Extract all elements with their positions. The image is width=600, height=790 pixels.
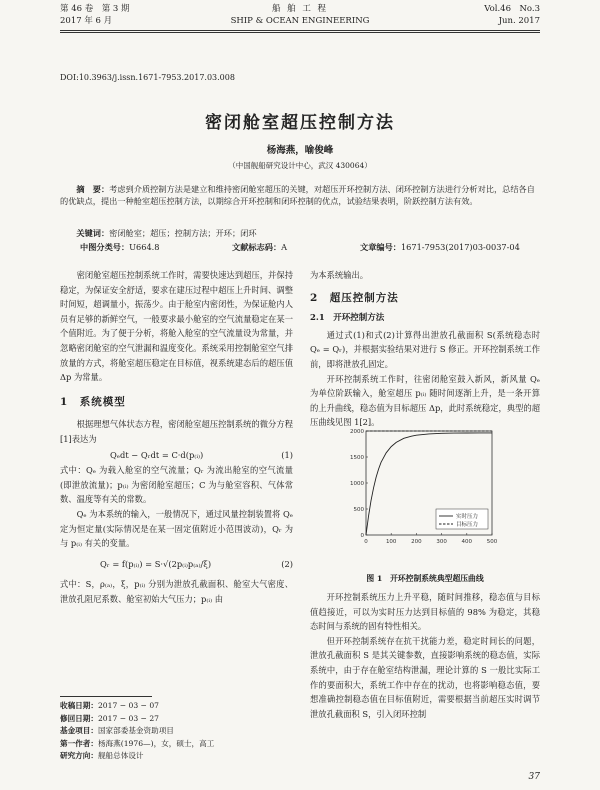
journal-name: 船 舶 工 程 (271, 4, 329, 14)
y-tick-label: 500 (353, 507, 364, 513)
footnote-item (60, 738, 293, 751)
right-column-bottom (310, 590, 540, 721)
clc-label: 中图分类号： (80, 242, 130, 252)
keywords-label: 关键词： (76, 228, 110, 238)
page-number: 37 (528, 772, 540, 782)
footnote-item (60, 725, 293, 738)
footnote-label: 修回日期： (60, 713, 98, 723)
right-column-top (310, 268, 540, 430)
footnote-item (60, 700, 293, 713)
equation-1 (60, 448, 293, 463)
abstract-label: 摘 要： (76, 184, 110, 194)
clc-value: U664.8 (129, 242, 160, 252)
journal-volume-issue: 第 46 卷 第 3 期 (60, 4, 130, 14)
equation-1-number: (1) (281, 449, 293, 460)
header-rule-2 (60, 32, 540, 33)
article-label: 文章编号： (360, 242, 401, 252)
open-loop-paragraph-2: 开环控制系统工作时，往密闭舱室鼓入新风，新风量 Qₑ 为单位阶跃输入，舱室超压 p₍ᵢ₎ 随时间逐渐上升，是一条开算的上升曲线，稳态值为目标超压 Δp，此时系统稳定，典型的超压曲线见图 1[2]。 (310, 373, 540, 428)
open-loop-paragraph-1: 通过式(1)和式(2)计算得出泄放孔截面积 S(系统稳态时 Qₑ = Qᵣ)，并根据实验结果对进行 S 修正。开环控制系统工作前，即将泄放孔固定。 (310, 329, 540, 369)
journal-volume-en: Vol.46 No.3 (484, 4, 540, 14)
figure-1-caption: 图 1 开环控制系统典型超压曲线 (366, 574, 484, 583)
subsection-2-1-heading: 2.1 开环控制方法 (310, 313, 385, 324)
section-1-heading: 1 系统模型 (60, 395, 126, 408)
x-tick-label: 400 (461, 539, 473, 545)
footnote-label: 研究方向： (60, 751, 98, 760)
y-tick-label: 1000 (350, 481, 364, 487)
x-tick-label: 0 (364, 539, 368, 545)
equation-2 (60, 557, 293, 572)
model-paragraph-2: 式中：Qₑ 为载入舱室的空气流量；Qᵣ 为流出舱室的空气流量(即泄放流量)；p₍ᵢ₎ 为密闭舱室超压；C 为与舱室容积、气体常数、温度等有关的常数。 (60, 465, 293, 505)
article-value: 1671-7953(2017)03-0037-04 (400, 242, 520, 252)
equation-1-body: Qₑdt − Qᵣdt = C·d(p₍ᵢ₎) (110, 449, 204, 460)
journal-date: 2017 年 6 月 (60, 16, 113, 26)
keywords (60, 227, 540, 239)
figure-1 (340, 425, 500, 555)
x-tick-label: 500 (486, 539, 498, 545)
x-tick-label: 100 (385, 539, 397, 545)
footnote-label: 第一作者： (60, 738, 98, 748)
doc-code (232, 241, 287, 253)
keywords-text: 密闭舱室；超压；控制方法；开环；闭环 (109, 228, 257, 238)
clc-code (80, 241, 159, 253)
footnote-text: 杨海燕(1976—)，女，硕士，高工 (97, 738, 215, 748)
model-paragraph-3: Qₑ 为本系统的输入，一般情况下，通过风量控制装置将 Qₑ 定为恒定量(实际情况是在某一固定值附近小范围波动)，Qᵣ 为与 p₍ᵢ₎ 有关的变量。 (60, 508, 293, 549)
footnote-item (60, 750, 293, 763)
journal-date-en: Jun. 2017 (498, 16, 540, 26)
intro-paragraph: 密闭舱室超压控制系统工作时，需要快速达到超压，并保持稳定，为保证安全舒适，要求在建压过程中超压上升时间、调整时间短，超调量小，振荡少。由于舱室内密闭性，为保证舱内人员有足够的新鲜空气，一般要求最小舱室的空气流量稳定在某一个值附近。为了便于分析，将舱入舱室的空气流量设为常量，并忽略密闭舱室的空气泄漏和温度变化。系统采用控制舱室空气排放量的方式，将舱室超压稳定在目标值，视系统建态后的超压值 Δp 为常量。 (60, 270, 293, 383)
footnote-rule (60, 696, 152, 697)
footnote-text: 2017 − 03 − 07 (97, 701, 160, 710)
footnote-text: 舰船总体设计 (97, 751, 144, 760)
model-paragraph-1: 根据理想气体状态方程，密闭舱室超压控制系统的微分方程[1]表达为 (60, 419, 293, 444)
doc-value: A (281, 242, 288, 252)
footnote-label: 基金项目： (60, 726, 98, 735)
x-tick-label: 300 (436, 539, 447, 545)
paper-authors: 杨海燕，喻俊峰 (266, 145, 334, 156)
header-rule (60, 30, 540, 31)
footnotes (60, 700, 293, 763)
footnote-text: 2017 − 03 − 27 (97, 713, 160, 723)
carry-over-line: 为本系统输出。 (310, 270, 369, 280)
footnote-label: 收稿日期： (60, 701, 98, 710)
figure-1-chart (340, 425, 500, 555)
article-number (360, 241, 520, 253)
legend-label: 实时压力 (456, 514, 479, 520)
abstract-text: 考虑到介质控制方法是建立和维持密闭舱室超压的关键，对超压开环控制方法、闭环控制方法进行分析对比，总结各自的优缺点，提出一种舱室超压控制方法，以期综合开环控制和闭环控制的优点，试验结果表明，阶跃控制方法有效。 (60, 184, 535, 206)
doi: DOI:10.3963/j.issn.1671-7953.2017.03.008 (60, 73, 235, 82)
y-tick-label: 2000 (350, 429, 364, 435)
y-tick-label: 0 (360, 533, 364, 539)
legend-label: 目标压力 (456, 522, 479, 528)
left-column (60, 268, 293, 606)
section-2-heading: 2 超压控制方法 (310, 291, 399, 304)
paper-affiliation: （中国舰船研究设计中心，武汉 430064） (228, 161, 372, 170)
doc-label: 文献标志码： (232, 242, 282, 252)
open-loop-paragraph-4: 但开环控制系统存在抗干扰能力差，稳定时间长的问题，泄放孔截面积 S 是其关键参数，直接影响系统的稳态值，实际系统中，由于存在舱室结构泄漏，理论计算的 S 一般比实际工作的要面积大，系统工作中存在的扰动，也将影响稳态值，要想准确控制稳态值在目标值附近，需要根据当前超压实时调节泄放孔截面积 S，引入闭环控制 (310, 635, 540, 719)
journal-name-en: SHIP & OCEAN ENGINEERING (230, 16, 370, 26)
abstract (60, 183, 540, 207)
x-tick-label: 200 (411, 539, 422, 545)
open-loop-paragraph-3: 开环控制系统压力上升平稳，随时间推移，稳态值与目标值趋接近，可以为实时压力达到目标值的 98% 为稳定，其稳态时间与系统的固有特性相关。 (310, 592, 540, 632)
footnote-item (60, 713, 293, 726)
equation-2-number: (2) (281, 558, 293, 569)
model-paragraph-4: 式中：S，ρ₍ₐ₎，ξ，p₍ᵢ₎ 分别为泄放孔截面积、舱室大气密度、泄放孔阻尼系数、舱室初始大气压力；p₍ᵢ₎ 由 (60, 579, 293, 604)
footnote-text: 国家部委基金资助项目 (97, 726, 174, 735)
equation-2-body: Qᵣ = f(p₍ᵢ₎) = S·√(2p₍ᵢ₎p₍ₐ₎/ξ) (100, 558, 212, 569)
paper-title: 密闭舱室超压控制方法 (205, 113, 395, 133)
y-tick-label: 1500 (350, 455, 364, 461)
